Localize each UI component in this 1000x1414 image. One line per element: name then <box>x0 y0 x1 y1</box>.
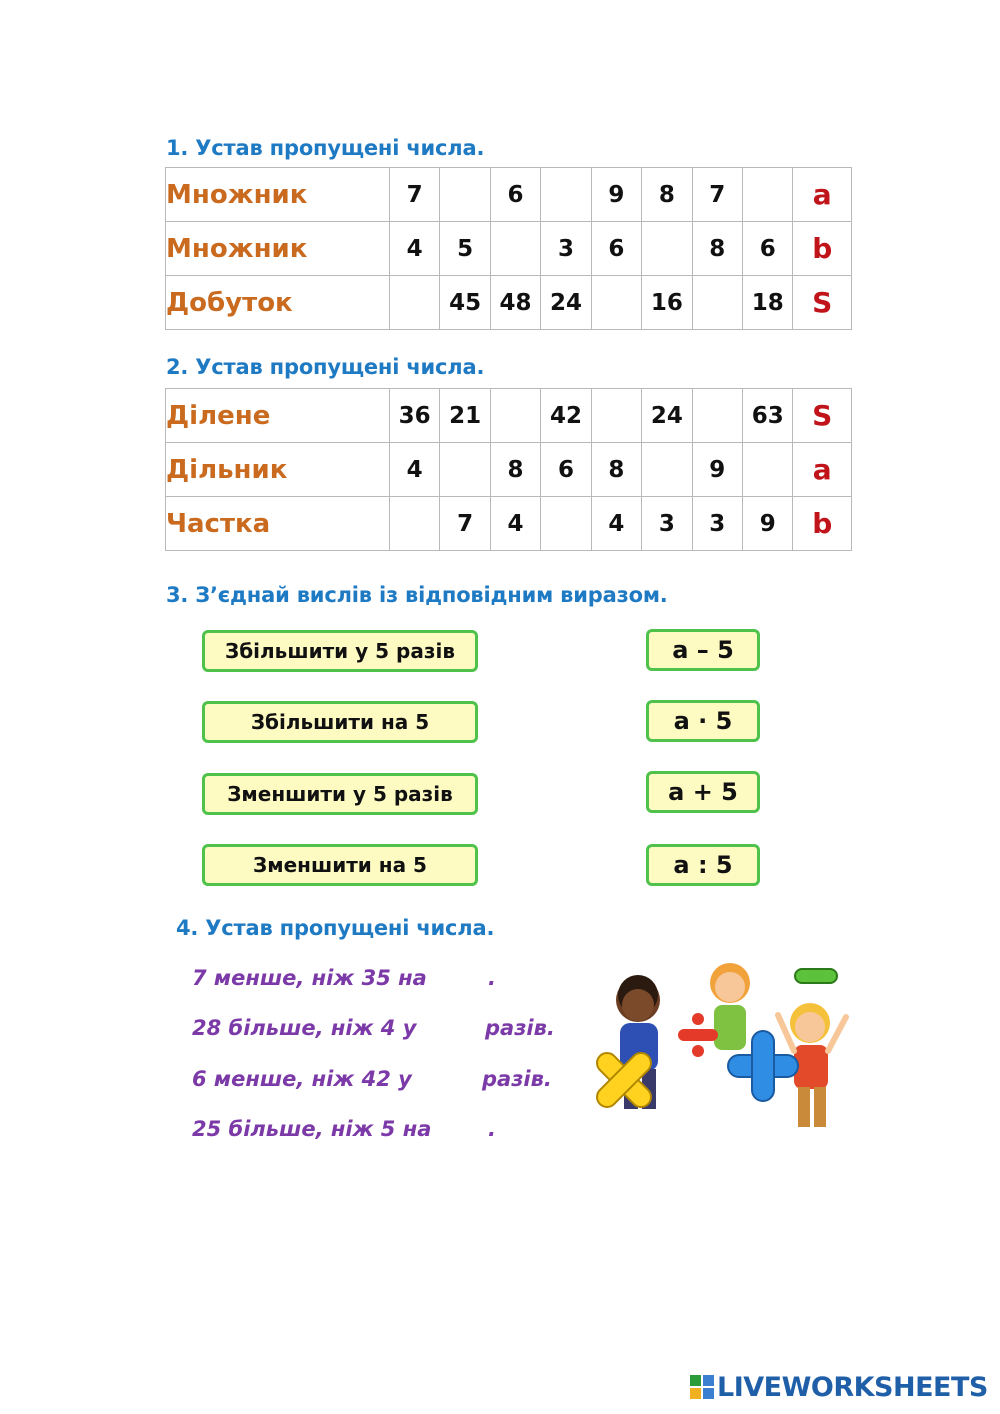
table-cell[interactable] <box>389 497 439 551</box>
table-cell[interactable]: 4 <box>591 497 641 551</box>
sentence-text: 7 менше, ніж 35 на <box>192 966 427 990</box>
table-cell[interactable]: 8 <box>490 443 540 497</box>
expression-box[interactable]: a · 5 <box>646 700 760 742</box>
table-cell[interactable]: 4 <box>389 222 439 276</box>
variable-label: a <box>793 168 852 222</box>
section2-title: 2. Устав пропущені числа. <box>166 355 485 379</box>
table-cell[interactable] <box>490 222 540 276</box>
section1-title: 1. Устав пропущені числа. <box>166 136 485 160</box>
table-row <box>166 497 852 551</box>
sentence-suffix: разів. <box>482 1067 552 1091</box>
phrase-box[interactable]: Зменшити на 5 <box>202 844 478 886</box>
section3-title: 3. З’єднай вислів із відповідним виразом. <box>166 583 668 607</box>
table-cell[interactable]: 24 <box>642 389 692 443</box>
table-cell[interactable]: 3 <box>541 222 591 276</box>
table-cell[interactable] <box>389 276 439 330</box>
row-label: Частка <box>166 497 390 551</box>
table-cell[interactable] <box>692 389 742 443</box>
liveworksheets-logo-icon <box>690 1375 714 1399</box>
section4-title: 4. Устав пропущені числа. <box>176 916 495 940</box>
table-cell[interactable]: 6 <box>591 222 641 276</box>
expression-box[interactable]: a : 5 <box>646 844 760 886</box>
table-row <box>166 222 852 276</box>
table-cell[interactable] <box>541 497 591 551</box>
table-cell[interactable] <box>642 222 692 276</box>
row-label: Добуток <box>166 276 390 330</box>
table-cell[interactable]: 6 <box>743 222 793 276</box>
variable-label: a <box>793 443 852 497</box>
phrase-box[interactable]: Збільшити у 5 разів <box>202 630 478 672</box>
sentence-suffix: . <box>488 1117 496 1141</box>
table-cell[interactable]: 8 <box>591 443 641 497</box>
table-cell[interactable] <box>743 443 793 497</box>
phrase-box[interactable]: Зменшити у 5 разів <box>202 773 478 815</box>
table-row <box>166 276 852 330</box>
row-label: Множник <box>166 168 390 222</box>
variable-label: S <box>793 276 852 330</box>
sentence-suffix: разів. <box>485 1016 555 1040</box>
table-row <box>166 168 852 222</box>
table-cell[interactable]: 4 <box>389 443 439 497</box>
row-label: Ділене <box>166 389 390 443</box>
phrase-box[interactable]: Збільшити на 5 <box>202 701 478 743</box>
table-cell[interactable]: 3 <box>692 497 742 551</box>
kids-math-illustration <box>590 955 870 1150</box>
table-row <box>166 443 852 497</box>
liveworksheets-logo[interactable] <box>690 1372 988 1406</box>
table-cell[interactable] <box>743 168 793 222</box>
table-cell[interactable]: 48 <box>490 276 540 330</box>
table-cell[interactable]: 9 <box>692 443 742 497</box>
table-cell[interactable]: 9 <box>743 497 793 551</box>
table-cell[interactable]: 18 <box>743 276 793 330</box>
division-table <box>165 388 852 551</box>
table-cell[interactable]: 4 <box>490 497 540 551</box>
table-cell[interactable] <box>440 168 490 222</box>
variable-label: b <box>793 497 852 551</box>
table-cell[interactable] <box>591 389 641 443</box>
expression-box[interactable]: a + 5 <box>646 771 760 813</box>
row-label: Дільник <box>166 443 390 497</box>
table-cell[interactable] <box>642 443 692 497</box>
table-cell[interactable]: 7 <box>389 168 439 222</box>
table-cell[interactable]: 7 <box>692 168 742 222</box>
table-cell[interactable]: 63 <box>743 389 793 443</box>
variable-label: b <box>793 222 852 276</box>
table-cell[interactable]: 21 <box>440 389 490 443</box>
table-cell[interactable]: 5 <box>440 222 490 276</box>
table-cell[interactable] <box>541 168 591 222</box>
logo-text: LIVEWORKSHEETS <box>717 1372 988 1403</box>
table-cell[interactable] <box>440 443 490 497</box>
table-cell[interactable]: 7 <box>440 497 490 551</box>
table-cell[interactable]: 3 <box>642 497 692 551</box>
table-cell[interactable]: 8 <box>692 222 742 276</box>
expression-box[interactable]: a – 5 <box>646 629 760 671</box>
table-cell[interactable]: 42 <box>541 389 591 443</box>
sentence-text: 6 менше, ніж 42 у <box>192 1067 412 1091</box>
table-row <box>166 389 852 443</box>
table-cell[interactable]: 24 <box>541 276 591 330</box>
multiplication-table <box>165 167 852 330</box>
table-cell[interactable]: 45 <box>440 276 490 330</box>
table-cell[interactable]: 6 <box>490 168 540 222</box>
table-cell[interactable] <box>591 276 641 330</box>
table-cell[interactable]: 6 <box>541 443 591 497</box>
table-cell[interactable]: 36 <box>389 389 439 443</box>
table-cell[interactable]: 16 <box>642 276 692 330</box>
variable-label: S <box>793 389 852 443</box>
table-cell[interactable]: 9 <box>591 168 641 222</box>
sentence-suffix: . <box>488 966 496 990</box>
sentence-text: 25 більше, ніж 5 на <box>192 1117 432 1141</box>
row-label: Множник <box>166 222 390 276</box>
table-cell[interactable] <box>490 389 540 443</box>
table-cell[interactable] <box>692 276 742 330</box>
table-cell[interactable]: 8 <box>642 168 692 222</box>
sentence-text: 28 більше, ніж 4 у <box>192 1016 417 1040</box>
